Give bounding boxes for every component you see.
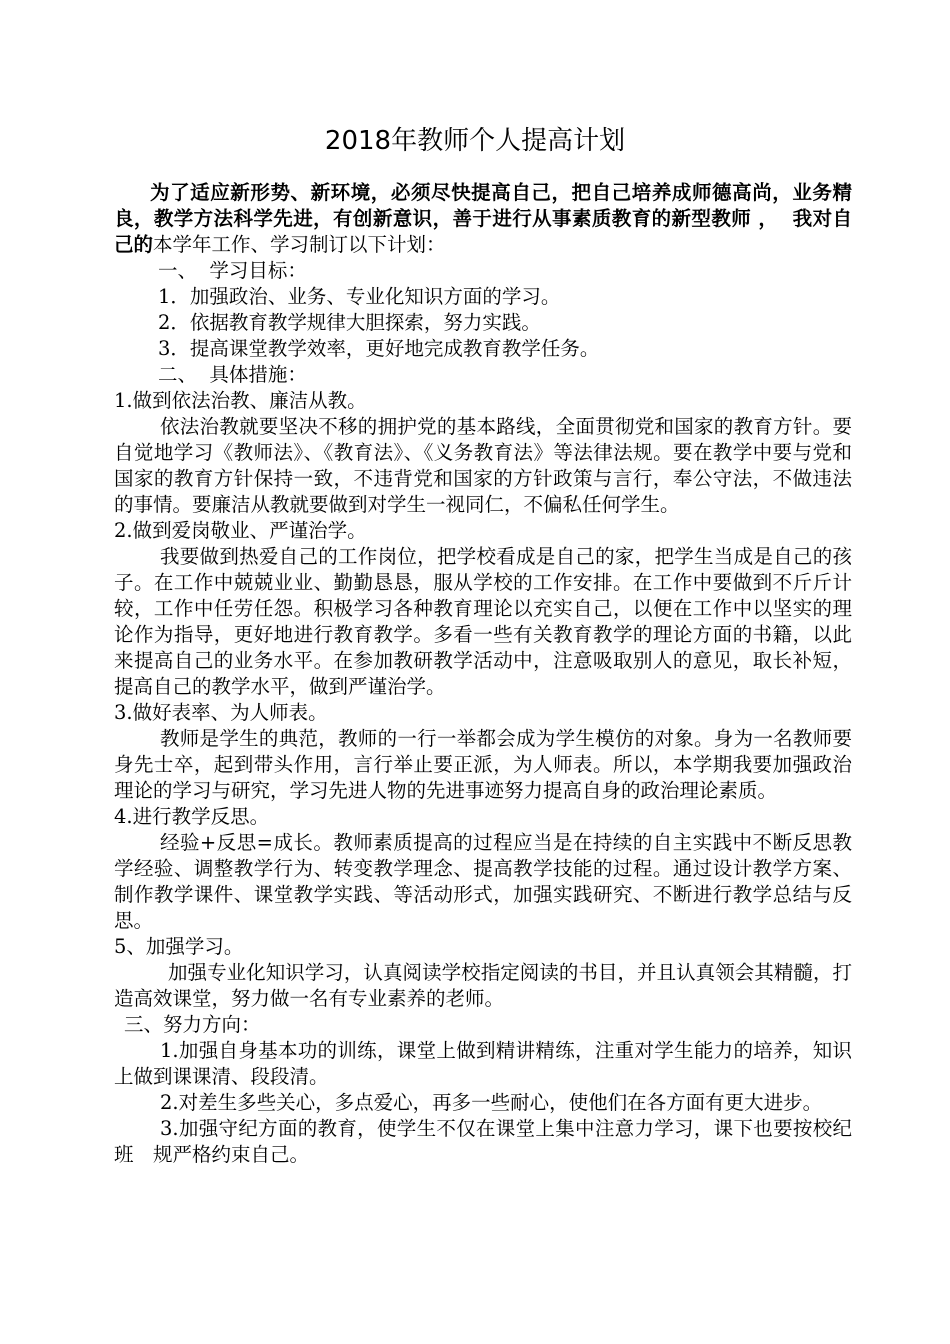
document-title: 2018年教师个人提高计划 bbox=[324, 126, 626, 156]
measure-heading-1: 1.做到依法治教、廉洁从教。 bbox=[114, 389, 367, 412]
section-heading-direction: 三、努力方向： bbox=[124, 1013, 261, 1036]
measure-body-4: 经验+反思=成长。教师素质提高的过程应当是在持续的自主实践中不断反思教学经验、调整教学行为、转变教学理念、提高教学技能的过程。通过设计教学方案、制作教学课件、课堂教学实践、等活动形式，加强实践研究、不断进行教学总结与反思。 bbox=[114, 831, 852, 932]
measure-heading-4: 4.进行教学反思。 bbox=[114, 805, 270, 828]
direction-item-1: 1.加强自身基本功的训练，课堂上做到精讲精练，注重对学生能力的培养，知识上做到课课清、段段清。 bbox=[114, 1039, 852, 1088]
goal-item-2: 2．依据教育教学规律大胆探索，努力实践。 bbox=[158, 311, 541, 334]
intro-rest-text: 本学年工作、学习制订以下计划： bbox=[153, 233, 446, 256]
measure-heading-2: 2.做到爱岗敬业、严谨治学。 bbox=[114, 519, 367, 542]
direction-item-2: 2.对差生多些关心，多点爱心，再多一些耐心，使他们在各方面有更大进步。 bbox=[160, 1091, 823, 1114]
section-heading-goals: 一、 学习目标： bbox=[158, 259, 307, 282]
intro-bold-text: 为了适应新形势、新环境，必须尽快提高自己，把自己培养成师德高尚，业务精良，教学方法科学先进，有创新意识，善于进行从事素质教育的新型教师 ， 我对自己的 bbox=[114, 181, 852, 256]
intro-paragraph bbox=[114, 180, 852, 258]
goal-item-3: 3．提高课堂教学效率，更好地完成教育教学任务。 bbox=[158, 337, 600, 360]
direction-item-3: 3.加强守纪方面的教育，使学生不仅在课堂上集中注意力学习，课下也要按校纪班 规严格约束自己。 bbox=[114, 1117, 852, 1166]
measure-body-3: 教师是学生的典范，教师的一行一举都会成为学生模仿的对象。身为一名教师要身先士卒，起到带头作用，言行举止要正派，为人师表。所以，本学期我要加强政治理论的学习与研究，学习先进人物的先进事迹努力提高自身的政治理论素质。 bbox=[114, 727, 852, 802]
measure-body-1: 依法治教就要坚决不移的拥护党的基本路线，全面贯彻党和国家的教育方针。要自觉地学习《教师法》、《教育法》、《义务教育法》等法律法规。要在教学中要与党和国家的教育方针保持一致，不违背党和国家的方针政策与言行，奉公守法，不做违法的事情。要廉洁从教就要做到对学生一视同仁，不偏私任何学生。 bbox=[114, 415, 852, 516]
measure-body-2: 我要做到热爱自己的工作岗位，把学校看成是自己的家，把学生当成是自己的孩子。在工作中兢兢业业、勤勤恳恳，服从学校的工作安排。在工作中要做到不斤斤计较，工作中任劳任怨。积极学习各种教育理论以充实自己，以便在工作中以坚实的理论作为指导，更好地进行教育教学。多看一些有关教育教学的理论方面的书籍，以此来提高自己的业务水平。在参加教研教学活动中，注意吸取别人的意见，取长补短，提高自己的教学水平，做到严谨治学。 bbox=[114, 545, 852, 698]
goal-item-1: 1．加强政治、业务、专业化知识方面的学习。 bbox=[158, 285, 561, 308]
document-body bbox=[114, 180, 852, 1168]
section-heading-measures: 二、 具体措施： bbox=[158, 363, 307, 386]
measure-heading-3: 3.做好表率、为人师表。 bbox=[114, 701, 328, 724]
measure-body-5: 加强专业化知识学习，认真阅读学校指定阅读的书目，并且认真领会其精髓，打造高效课堂，努力做一名有专业素养的老师。 bbox=[114, 961, 852, 1010]
measure-heading-5: 5、加强学习。 bbox=[114, 935, 244, 958]
